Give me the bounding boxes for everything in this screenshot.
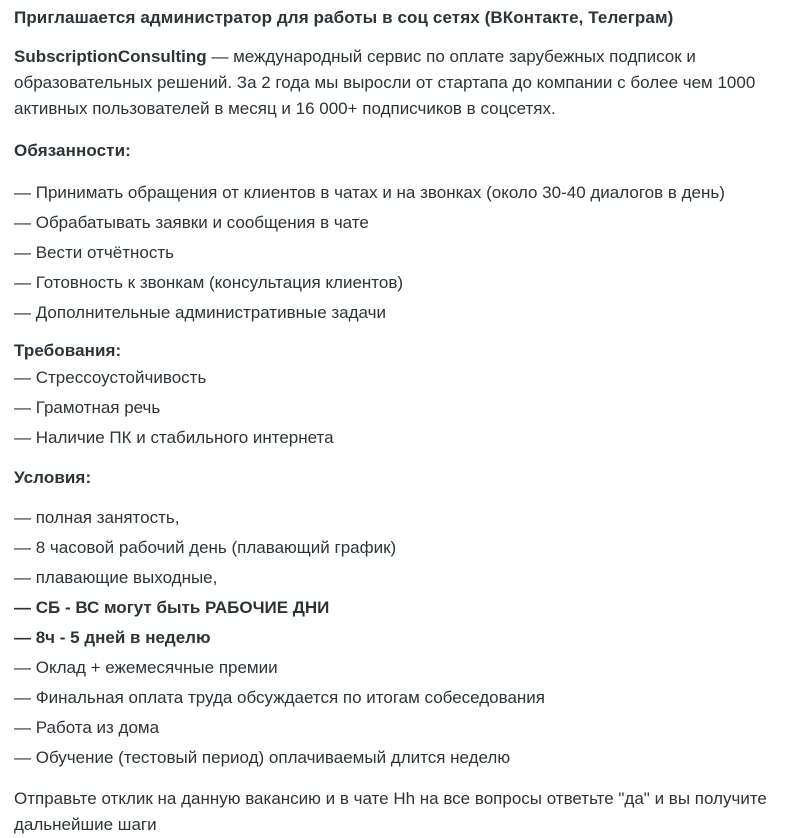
list-item: — Грамотная речь (14, 398, 161, 417)
list-item: — Обрабатывать заявки и сообщения в чате (14, 213, 369, 232)
intro-text: — международный сервис по оплате зарубежных подписок и образовательных решений. За 2 года мы выросли от стартапа до компании с более чем 1000 активных пользователей в месяц и 16 000+ подписчиков в соцсетях. (14, 47, 756, 118)
list-item: — 8 часовой рабочий день (плавающий график) (14, 538, 397, 557)
list-item: — Принимать обращения от клиентов в чатах и на звонках (около 30-40 диалогов в день) (14, 183, 725, 202)
requirements-list (14, 365, 786, 451)
list-item-emphasized: — СБ - ВС могут быть РАБОЧИЕ ДНИ (14, 598, 330, 617)
list-item: — Оклад + ежемесячные премии (14, 658, 278, 677)
section-heading-requirements: Требования: (14, 341, 122, 360)
list-item: — Наличие ПК и стабильного интернета (14, 428, 334, 447)
list-item: — Готовность к звонкам (консультация клиентов) (14, 273, 404, 292)
section-heading-duties: Обязанности: (14, 141, 131, 160)
list-item: — Обучение (тестовый период) оплачиваемый длится неделю (14, 748, 511, 767)
list-item: — полная занятость, (14, 508, 180, 527)
list-item: — Работа из дома (14, 718, 160, 737)
intro-paragraph (14, 44, 786, 122)
list-item-emphasized: — 8ч - 5 дней в неделю (14, 628, 211, 647)
list-item: — Дополнительные административные задачи (14, 303, 386, 322)
company-name: SubscriptionConsulting (14, 47, 207, 66)
list-item: — Финальная оплата труда обсуждается по итогам собеседования (14, 688, 546, 707)
conditions-list (14, 505, 786, 771)
list-item: — плавающие выходные, (14, 568, 218, 587)
list-item: — Вести отчётность (14, 243, 174, 262)
list-item: — Стрессоустойчивость (14, 368, 207, 387)
vacancy-title: Приглашается администратор для работы в соц сетях (ВКонтакте, Телеграм) (14, 8, 674, 27)
section-heading-conditions: Условия: (14, 468, 92, 487)
closing-paragraph: Отправьте отклик на данную вакансию и в чате Hh на все вопросы ответьте "да" и вы получите дальнейшие шаги (14, 789, 767, 834)
duties-list (14, 180, 786, 326)
